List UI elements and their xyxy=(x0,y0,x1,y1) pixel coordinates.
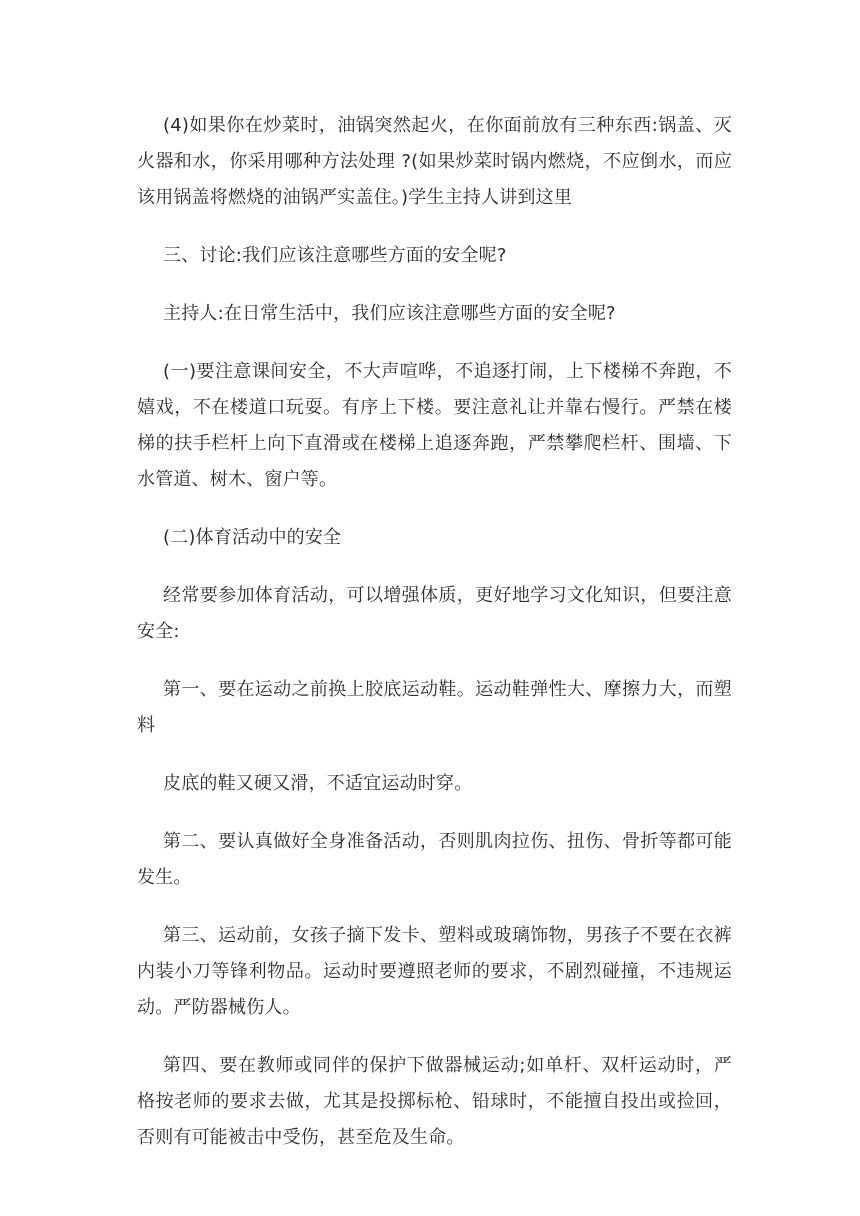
heading-discussion: 三、讨论:我们应该注意哪些方面的安全呢? xyxy=(163,245,507,266)
heading-sports-safety: (二)体育活动中的安全 xyxy=(163,527,342,548)
paragraph-point-one: 第一、要在运动之前换上胶底运动鞋。运动鞋弹性大、摩擦力大，而塑料 xyxy=(137,679,732,736)
paragraph-host-question: 主持人:在日常生活中，我们应该注意哪些方面的安全呢? xyxy=(163,303,616,324)
paragraph-point-four: 第四、要在教师或同伴的保护下做器械运动;如单杆、双杆运动时，严格按老师的要求去做，尤其是投掷标枪、铅球时，不能擅自投出或捡回，否则有可能被击中受伤，甚至危及生命。 xyxy=(137,1055,732,1148)
paragraph-sports-intro: 经常要参加体育活动，可以增强体质，更好地学习文化知识，但要注意安全: xyxy=(137,585,732,642)
paragraph-break-safety: (一)要注意课间安全，不大声喧哗，不追逐打闹，上下楼梯不奔跑，不嬉戏，不在楼道口玩耍。有序上下楼。要注意礼让并靠右慢行。严禁在楼梯的扶手栏杆上向下直滑或在楼梯上追逐奔跑，严禁攀爬栏杆、围墙、下水管道、树木、窗户等。 xyxy=(137,361,732,490)
paragraph-point-two: 第二、要认真做好全身准备活动，否则肌肉拉伤、扭伤、骨折等都可能发生。 xyxy=(137,831,732,888)
paragraph-point-one-continued: 皮底的鞋又硬又滑，不适宜运动时穿。 xyxy=(163,773,473,794)
paragraph-fire-question: (4)如果你在炒菜时，油锅突然起火，在你面前放有三种东西:锅盖、灭火器和水，你采用哪种方法处理 ?(如果炒菜时锅内燃烧，不应倒水，而应该用锅盖将燃烧的油锅严实盖住。)学生主持人讲到这里 xyxy=(137,115,732,208)
paragraph-point-three: 第三、运动前，女孩子摘下发卡、塑料或玻璃饰物，男孩子不要在衣裤内装小刀等锋利物品。运动时要遵照老师的要求，不剧烈碰撞，不违规运动。严防器械伤人。 xyxy=(137,925,732,1018)
